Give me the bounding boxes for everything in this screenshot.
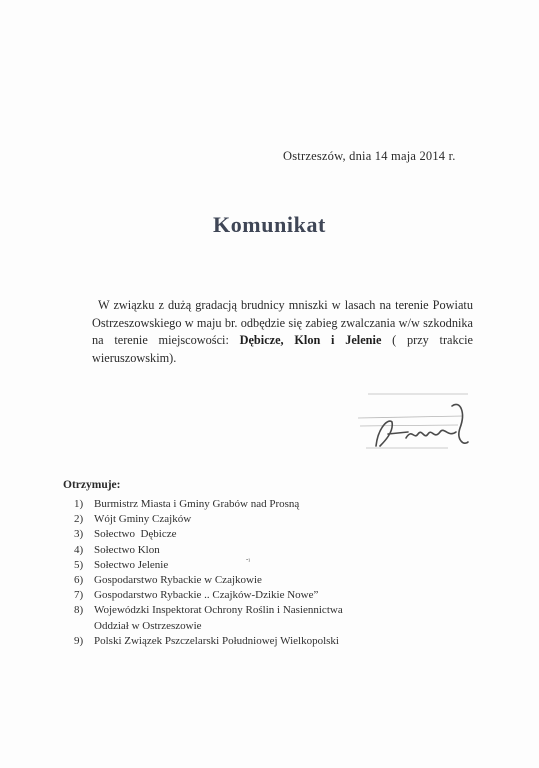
document-title: Komunikat xyxy=(213,212,326,237)
recipient-name: Sołectwo Dębicze xyxy=(94,528,177,541)
recipient-item xyxy=(70,573,370,588)
recipient-number: 1) xyxy=(74,498,84,510)
recipient-name: Sołectwo Klon xyxy=(94,543,160,556)
recipient-number: 4) xyxy=(74,543,84,556)
recipient-number: 9) xyxy=(74,634,84,647)
recipient-item xyxy=(70,588,370,603)
recipient-name: Gospodarstwo Rybackie .. Czajków-Dzikie Nowe” xyxy=(94,589,319,602)
body-text-part1: W związku z dużą gradacją brudnicy mniszki w lasach na terenie Powiatu Ostrzeszowskiego w maju br. odbędzie się zabieg zwalczania w/w szkodnika na terenie miejscowości: xyxy=(92,298,473,348)
recipient-item xyxy=(70,634,370,649)
recipient-item xyxy=(70,543,370,558)
date-line: Ostrzeszów, dnia 14 maja 2014 r. xyxy=(283,149,456,163)
recipient-name: Gospodarstwo Rybackie w Czajkowie xyxy=(94,574,262,587)
recipients-list xyxy=(70,497,370,649)
recipient-number: 8) xyxy=(74,604,84,617)
recipient-name: Burmistrz Miasta i Gminy Grabów nad Prosną xyxy=(94,498,300,510)
recipient-number: 3) xyxy=(74,528,84,541)
recipient-item xyxy=(70,497,370,512)
announcement-body xyxy=(92,297,473,367)
recipient-item xyxy=(70,603,370,633)
recipient-item xyxy=(70,558,370,573)
recipient-number: 6) xyxy=(74,574,84,587)
scan-speck: ˘ˀ xyxy=(246,558,251,566)
recipient-name: Wójt Gminy Czajków xyxy=(94,513,192,526)
recipient-name-continued: Oddział w Ostrzeszowie xyxy=(94,619,202,632)
body-text-part2: ( przy trakcie wieruszowskim). xyxy=(92,333,473,365)
recipient-item xyxy=(70,527,370,542)
recipient-name: Polski Związek Pszczelarski Południowej Wielkopolski xyxy=(94,634,339,647)
recipient-number: 5) xyxy=(74,558,84,571)
recipients-heading: Otrzymuje: xyxy=(63,479,121,491)
recipient-name: Sołectwo Jelenie xyxy=(94,558,169,571)
recipient-number: 7) xyxy=(74,589,84,602)
recipient-number: 2) xyxy=(74,513,84,526)
signature-stamp xyxy=(348,388,488,464)
body-places-bold: Dębicze, Klon i Jelenie xyxy=(239,333,382,348)
recipient-name: Wojewódzki Inspektorat Ochrony Roślin i Nasiennictwa xyxy=(94,604,343,617)
recipient-item xyxy=(70,512,370,527)
